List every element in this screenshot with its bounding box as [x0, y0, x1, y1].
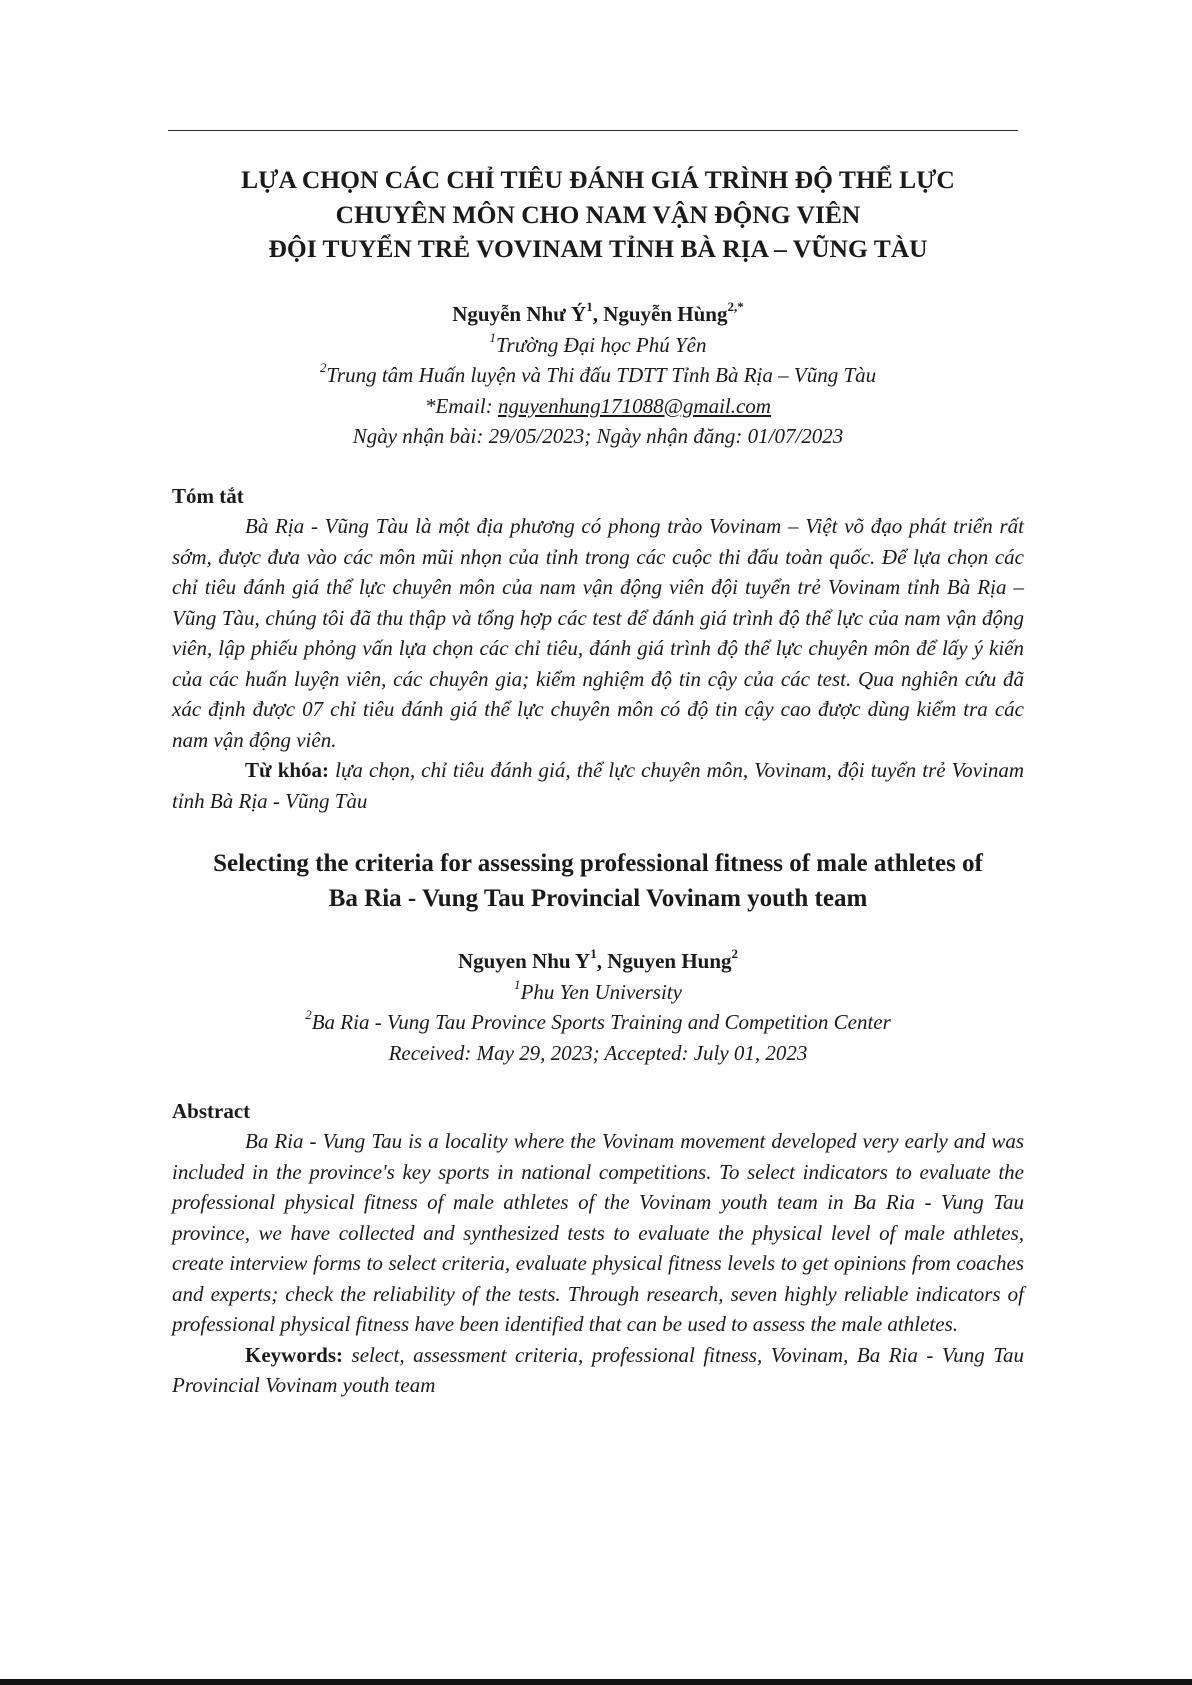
abstract-heading-vi: Tóm tắt: [172, 484, 244, 508]
affiliation-1-text-en: Phu Yen University: [520, 979, 682, 1004]
author-block-vi: [172, 299, 1024, 452]
email-line: [172, 391, 1024, 422]
abstract-section-en: [172, 1126, 1024, 1401]
abstract-text-en: Ba Ria - Vung Tau is a locality where the Vovinam movement developed very early and was included in the province's key sports in national competitions. To select indicators to evaluate the professional physical fitness of male athletes of the Vovinam youth team in Ba Ria - Vung Tau province, we have collected and synthesized tests to evaluate the physical level of male athletes, create interview forms to select criteria, evaluate physical fitness levels to get opinions from coaches and experts; check the reliability of the tests. Through research, seven highly reliable indicators of professional physical fitness have been identified that can be used to assess the male athletes.: [172, 1129, 1024, 1336]
author-separator-en: ,: [596, 949, 608, 973]
affiliation-2-sup-en: 2: [305, 1007, 312, 1023]
abstract-heading-en: Abstract: [172, 1099, 251, 1123]
author-2-sup: 2,*: [727, 299, 744, 315]
affiliation-2-text: Trung tâm Huấn luyện và Thi đấu TDTT Tỉnh Bà Rịa – Vũng Tàu: [326, 363, 877, 387]
title-en-line-1: Selecting the criteria for assessing professional fitness of male athletes of: [213, 850, 983, 877]
keywords-label-vi: Từ khóa:: [245, 758, 336, 782]
author-1-sup-en: 1: [590, 946, 597, 962]
affiliation-1-text: Trường Đại học Phú Yên: [496, 332, 707, 357]
title-vi-line-2: CHUYÊN MÔN CHO NAM VẬN ĐỘNG VIÊN: [335, 199, 861, 229]
author-2-name-en: Nguyen Hung: [607, 949, 732, 973]
author-1-name: Nguyễn Như Ý: [452, 302, 587, 326]
abstract-text-vi: Bà Rịa - Vũng Tàu là một địa phương có phong trào Vovinam – Việt võ đạo phát triển rất sớm, được đưa vào các môn mũi nhọn của tỉnh trong các cuộc thi đấu toàn quốc. Để lựa chọn các chỉ tiêu đánh giá thể lực chuyên môn của nam vận động viên đội tuyển trẻ Vovinam tỉnh Bà Rịa – Vũng Tàu, chúng tôi đã thu thập và tổng hợp các test để đánh giá trình độ thể lực của nam vận động viên, lập phiếu phỏng vấn lựa chọn các chỉ tiêu, đánh giá trình độ thể lực chuyên môn để lấy ý kiến của các huấn luyện viên, các chuyên gia; kiểm nghiệm độ tin cậy của các test. Qua nghiên cứu đã xác định được 07 chỉ tiêu đánh giá thể lực chuyên môn có độ tin cậy cao được dùng kiểm tra các nam vận động viên.: [172, 514, 1024, 752]
affiliation-1-en: [172, 977, 1024, 1008]
title-en-line-2: Ba Ria - Vung Tau Provincial Vovinam youth team: [328, 884, 868, 912]
keywords-text-vi: lựa chọn, chỉ tiêu đánh giá, thể lực chuyên môn, Vovinam, đội tuyển trẻ Vovinam tỉnh Bà Rịa - Vũng Tàu: [172, 758, 1024, 813]
header-rule: [168, 130, 1018, 131]
authors-en: [172, 946, 1024, 977]
title-en: [172, 847, 1024, 916]
affiliation-1-sup: 1: [489, 329, 496, 345]
keywords-text-en: select, assessment criteria, professional fitness, Vovinam, Ba Ria - Vung Tau Provincial Vovinam youth team: [172, 1342, 1024, 1397]
author-2-sup-en: 2: [731, 946, 739, 962]
title-vi-line-3: ĐỘI TUYỂN TRẺ VOVINAM TỈNH BÀ RỊA – VŨNG TÀU: [268, 234, 928, 263]
title-vi-line-1: LỰA CHỌN CÁC CHỈ TIÊU ĐÁNH GIÁ TRÌNH ĐỘ THỂ LỰC: [241, 165, 955, 194]
affiliation-2-text-en: Ba Ria - Vung Tau Province Sports Training and Competition Center: [311, 1010, 891, 1034]
title-vi: [172, 163, 1024, 267]
author-separator: ,: [592, 302, 604, 326]
affiliation-1-vi: [172, 330, 1024, 361]
keywords-label-en: Keywords:: [245, 1342, 352, 1367]
email-link[interactable]: nguyenhung171088@gmail.com: [497, 393, 771, 418]
affiliation-2-vi: [172, 360, 1024, 391]
email-label: *Email:: [425, 393, 498, 418]
authors-vi: [172, 299, 1024, 330]
affiliation-2-en: [172, 1007, 1024, 1038]
affiliation-1-sup-en: 1: [514, 976, 521, 992]
author-1-name-en: Nguyen Nhu Y: [457, 949, 591, 973]
author-1-sup: 1: [586, 299, 593, 315]
abstract-section-vi: [172, 511, 1024, 816]
author-block-en: [172, 946, 1024, 1068]
keywords-en: [172, 1340, 1024, 1401]
keywords-vi: [172, 755, 1024, 816]
author-2-name: Nguyễn Hùng: [603, 302, 728, 326]
dates-vi: Ngày nhận bài: 29/05/2023; Ngày nhận đăng: 01/07/2023: [352, 424, 844, 448]
dates-en: Received: May 29, 2023; Accepted: July 01, 2023: [388, 1040, 808, 1065]
page-bottom-edge: [0, 1679, 1192, 1685]
affiliation-2-sup: 2: [319, 360, 327, 376]
